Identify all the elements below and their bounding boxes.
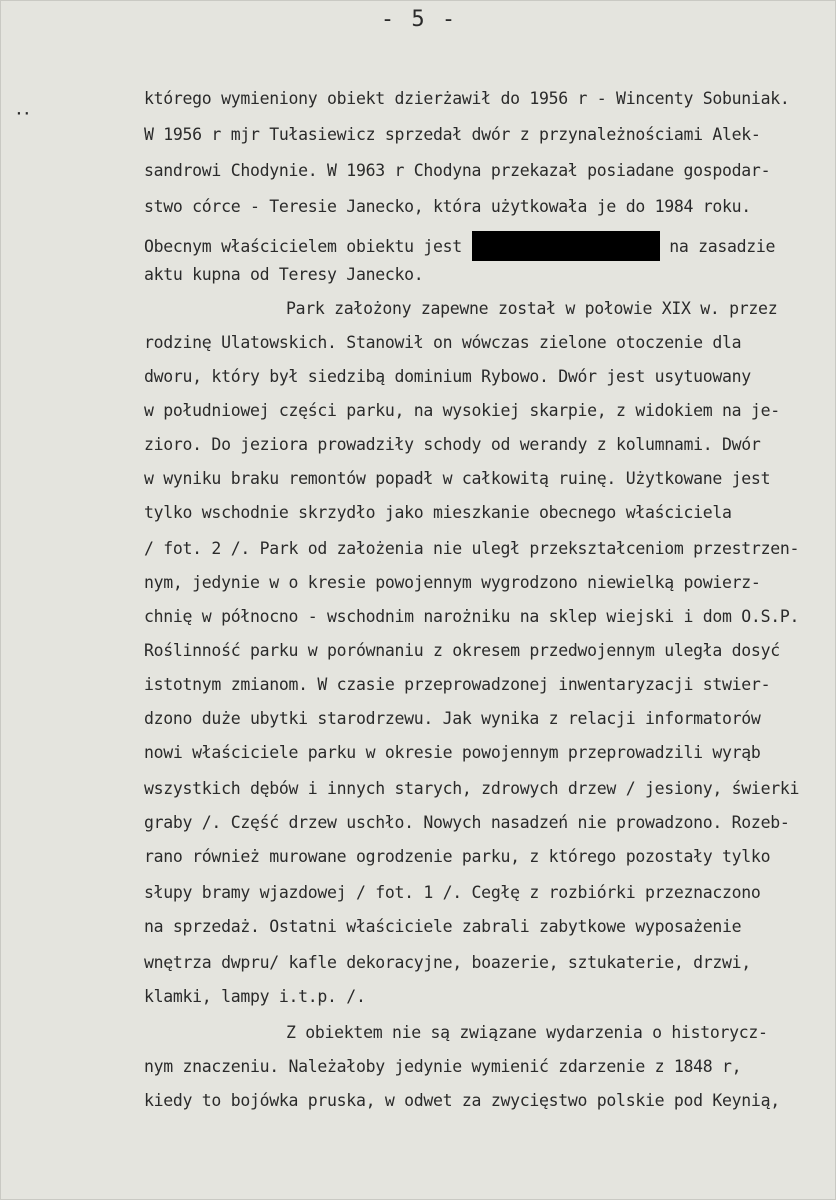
text-line: którego wymieniony obiekt dzierżawił do 1956 r - Wincenty Sobuniak. <box>144 89 790 108</box>
text-line: Roślinność parku w porównaniu z okresem przedwojennym uległa dosyć <box>144 641 780 660</box>
text-line: stwo córce - Teresie Janecko, która użytkowała je do 1984 roku. <box>144 197 751 216</box>
text-line: aktu kupna od Teresy Janecko. <box>144 265 424 284</box>
text-line: rodzinę Ulatowskich. Stanowił on wówczas zielone otoczenie dla <box>144 333 742 352</box>
text-line: wszystkich dębów i innych starych, zdrowych drzew / jesiony, świerki <box>144 779 800 798</box>
text-line: dzono duże ubytki starodrzewu. Jak wynika z relacji informatorów <box>144 709 761 728</box>
text-line: tylko wschodnie skrzydło jako mieszkanie obecnego właściciela <box>144 503 732 522</box>
text-segment: na zasadzie <box>669 237 776 256</box>
text-line: nowi właściciele parku w okresie powojennym przeprowadzili wyrąb <box>144 743 761 762</box>
text-line: sandrowi Chodynie. W 1963 r Chodyna przekazał posiadane gospodar- <box>144 161 771 180</box>
text-line: na sprzedaż. Ostatni właściciele zabrali zabytkowe wyposażenie <box>144 917 742 936</box>
text-line: w wyniku braku remontów popadł w całkowitą ruinę. Użytkowane jest <box>144 469 771 488</box>
text-line: klamki, lampy i.t.p. /. <box>144 987 366 1006</box>
text-line: zioro. Do jeziora prowadziły schody od werandy z kolumnami. Dwór <box>144 435 761 454</box>
text-line: / fot. 2 /. Park od założenia nie uległ przekształceniom przestrzen- <box>144 539 800 558</box>
text-line: istotnym zmianom. W czasie przeprowadzonej inwentaryzacji stwier- <box>144 675 771 694</box>
text-line: w południowej części parku, na wysokiej skarpie, z widokiem na je- <box>144 401 780 420</box>
text-line: wnętrza dwpru/ kafle dekoracyjne, boazerie, sztukaterie, drzwi, <box>144 953 751 972</box>
text-line: nym, jedynie w o kresie powojennym wygrodzono niewielką powierz- <box>144 573 761 592</box>
text-line: rano również murowane ogrodzenie parku, z którego pozostały tylko <box>144 847 771 866</box>
text-segment: Obecnym właścicielem obiektu jest <box>144 237 462 256</box>
page-number: - 5 - <box>380 7 458 32</box>
text-line: słupy bramy wjazdowej / fot. 1 /. Cegłę z rozbiórki przeznaczono <box>144 883 761 902</box>
paragraph-start-line: Z obiektem nie są związane wydarzenia o historycz- <box>286 1023 768 1042</box>
margin-mark: ·· <box>15 107 31 122</box>
text-line-with-redaction <box>144 231 775 261</box>
text-line: nym znaczeniu. Należałoby jedynie wymienić zdarzenie z 1848 r, <box>144 1057 742 1076</box>
text-line: kiedy to bojówka pruska, w odwet za zwycięstwo polskie pod Keynią, <box>144 1091 780 1110</box>
text-line: graby /. Część drzew uschło. Nowych nasadzeń nie prowadzono. Rozeb- <box>144 813 790 832</box>
redaction-block <box>472 231 660 261</box>
text-line: chnię w północno - wschodnim narożniku na sklep wiejski i dom O.S.P. <box>144 607 800 626</box>
text-line: dworu, który był siedzibą dominium Rybowo. Dwór jest usytuowany <box>144 367 751 386</box>
text-line: W 1956 r mjr Tułasiewicz sprzedał dwór z przynależnościami Alek- <box>144 125 761 144</box>
paragraph-start-line: Park założony zapewne został w połowie XIX w. przez <box>286 299 778 318</box>
